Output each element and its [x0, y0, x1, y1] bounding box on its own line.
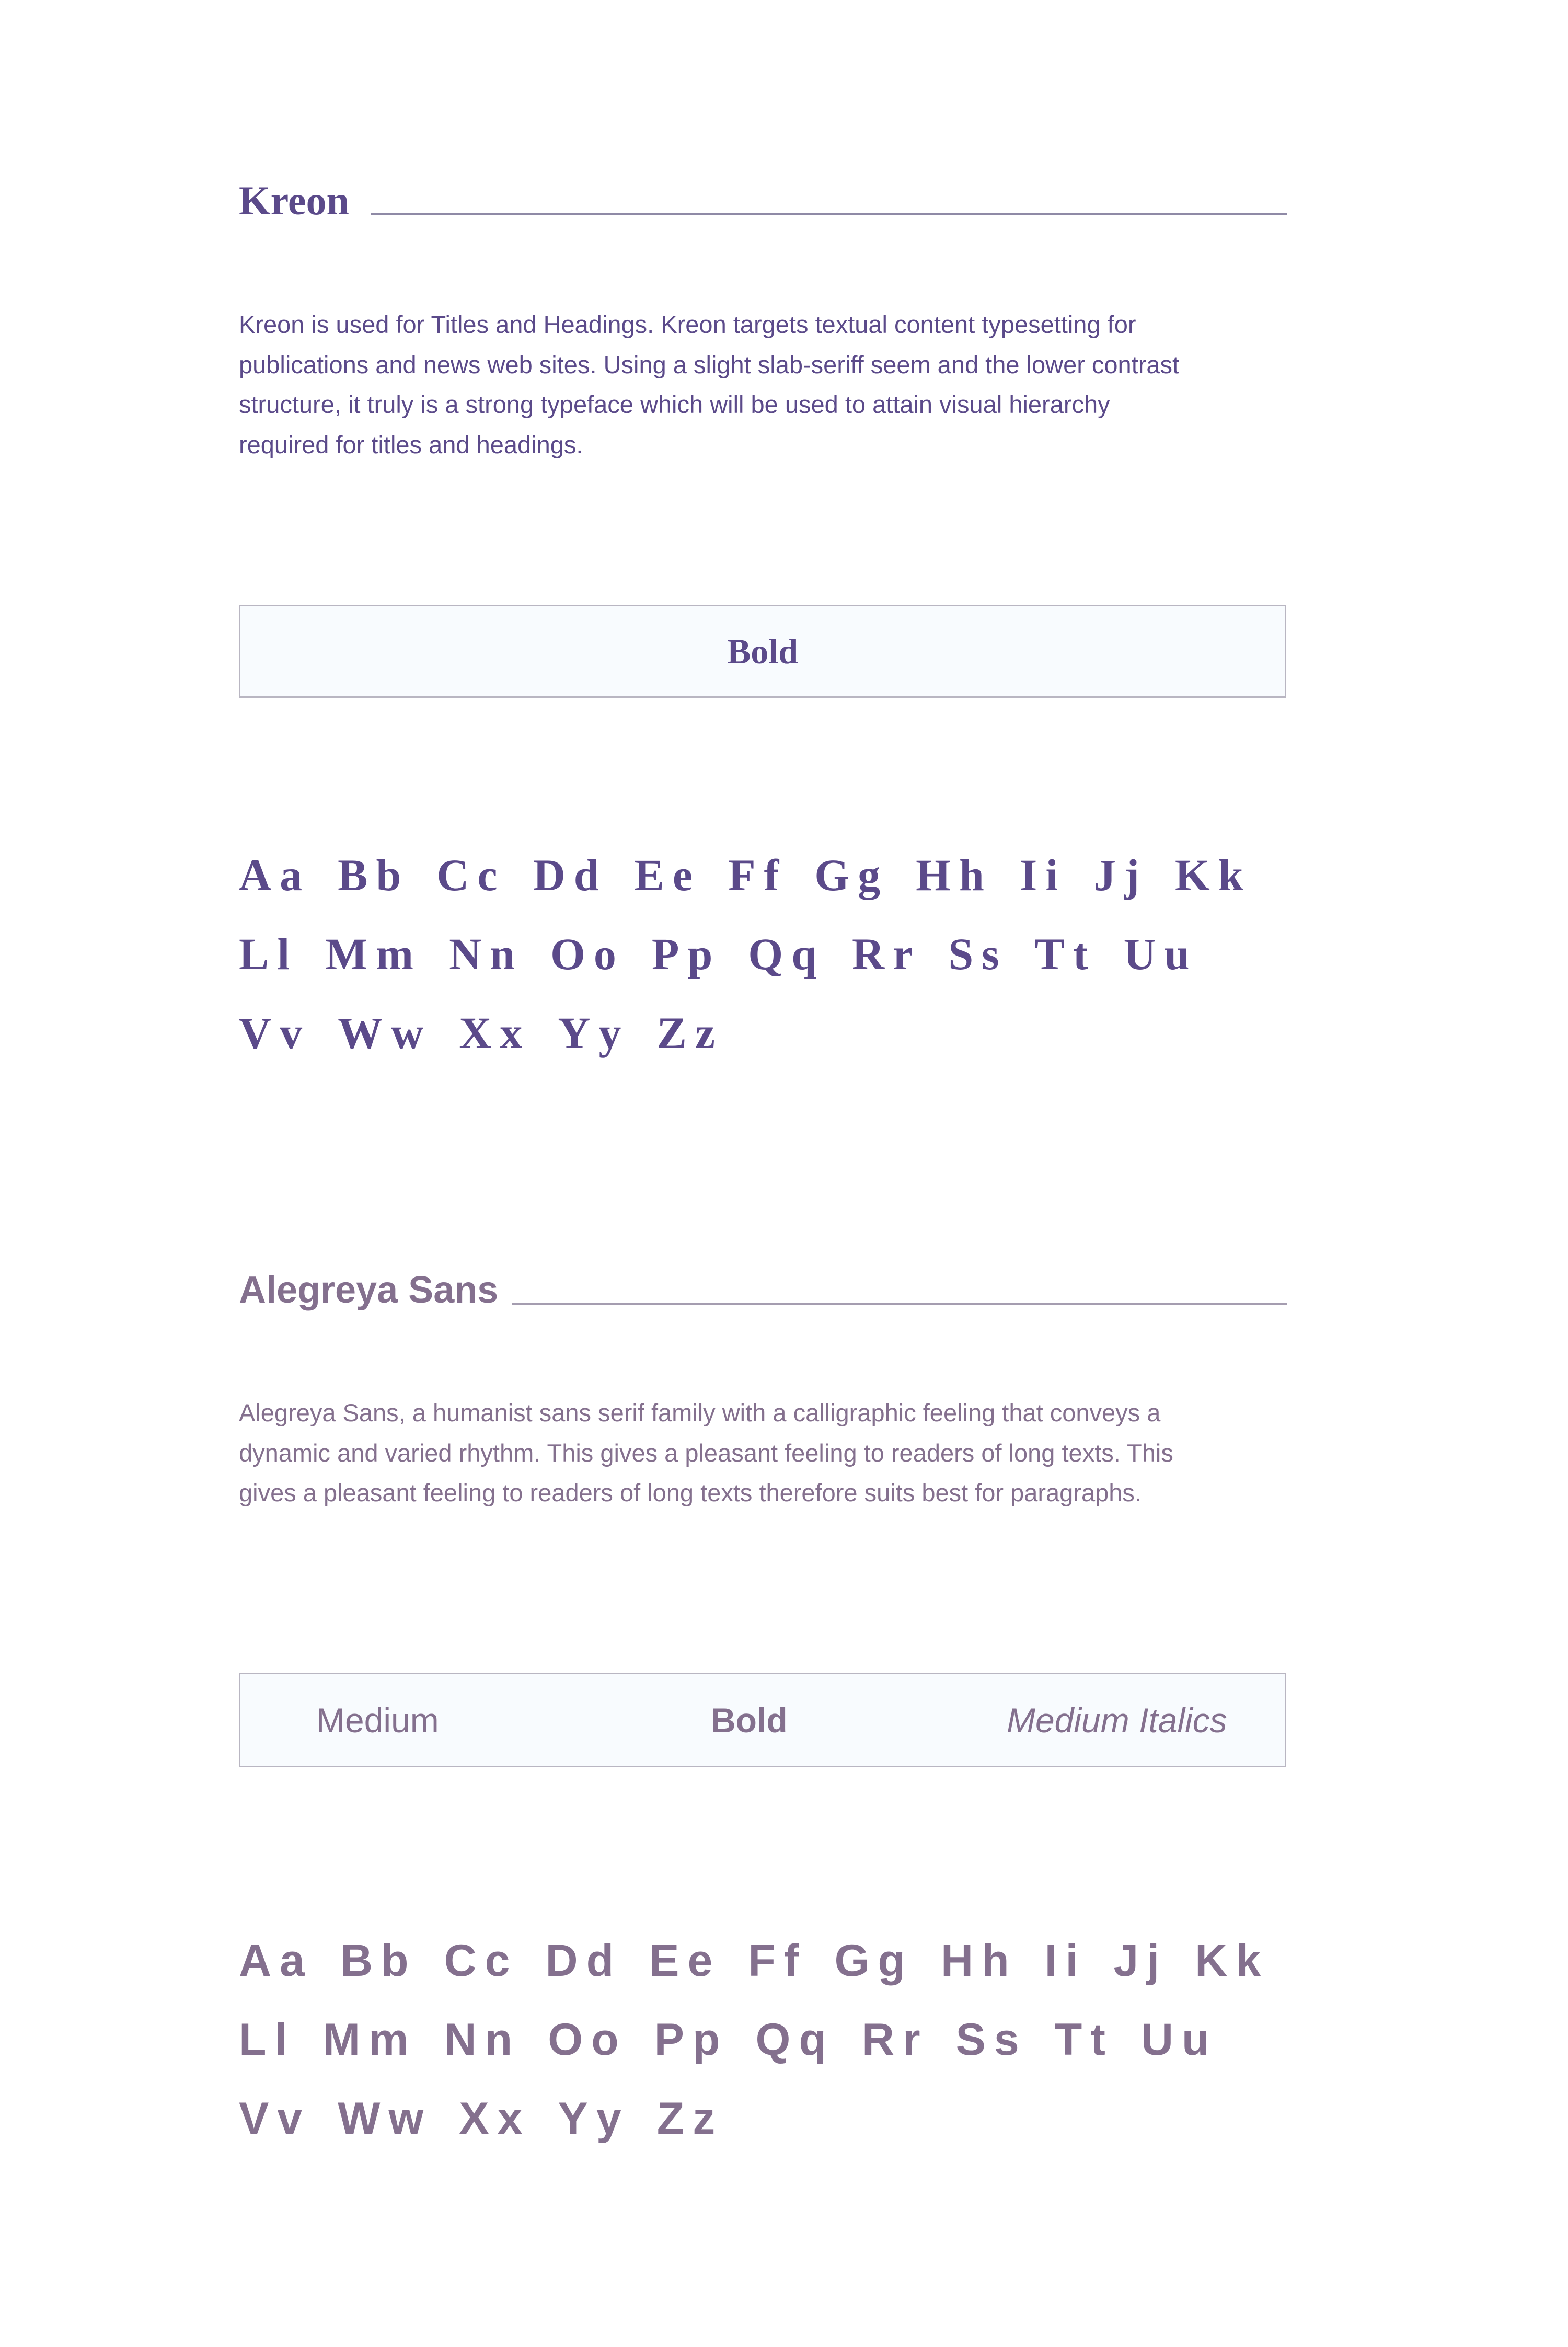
kreon-description: [239, 305, 1336, 465]
description-line: dynamic and varied rhythm. This gives a pleasant feeling to readers of long texts. This: [239, 1439, 1173, 1467]
letter-pair: Ww: [338, 2093, 432, 2144]
letter-pair: Dd: [545, 1936, 622, 1986]
weight-bold: Bold: [711, 1700, 788, 1740]
letter-pair: Zz: [656, 2093, 724, 2144]
description-line: gives a pleasant feeling to readers of long texts therefore suits best for paragraphs.: [239, 1479, 1142, 1506]
description-line: Alegreya Sans, a humanist sans serif family with a calligraphic feeling that conveys a: [239, 1399, 1161, 1426]
letter-pair: Ww: [338, 1007, 432, 1058]
letter-pair: Bb: [340, 1936, 417, 1986]
description-line: publications and news web sites. Using a slight slab-seriff seem and the lower contrast: [239, 350, 1180, 378]
description-line: required for titles and headings.: [239, 430, 583, 458]
letter-pair: Cc: [444, 1936, 518, 1986]
letter-pair: Ii: [1019, 849, 1067, 900]
letter-pair: Xx: [459, 1007, 531, 1058]
letter-pair: Gg: [834, 1936, 914, 1986]
weight-medium: Medium: [316, 1700, 439, 1740]
letter-pair: Nn: [444, 2015, 521, 2065]
alphabet-row: [239, 1922, 1296, 2000]
alegreya-weights-box: [239, 1673, 1286, 1767]
alphabet-row: [239, 914, 1279, 993]
letter-pair: Zz: [656, 1007, 723, 1058]
kreon-divider: [371, 213, 1287, 215]
letter-pair: Cc: [436, 849, 506, 900]
letter-pair: Dd: [533, 849, 607, 900]
alegreya-divider: [512, 1303, 1287, 1305]
letter-pair: Oo: [550, 928, 625, 979]
letter-pair: Gg: [814, 849, 889, 900]
letter-pair: Nn: [449, 928, 524, 979]
alegreya-alphabet: [239, 1922, 1296, 2158]
letter-pair: Xx: [459, 2093, 531, 2144]
letter-pair: Yy: [558, 2093, 630, 2144]
kreon-title: Kreon: [239, 178, 349, 223]
letter-pair: Rr: [852, 928, 921, 979]
description-line: structure, it truly is a strong typeface which will be used to attain visual hierarchy: [239, 390, 1110, 418]
letter-pair: Jj: [1093, 849, 1148, 900]
letter-pair: Bb: [338, 849, 410, 900]
letter-pair: Pp: [651, 928, 721, 979]
weight-medium-italics: Medium Italics: [1007, 1700, 1227, 1740]
letter-pair: Ff: [748, 1936, 808, 1986]
letter-pair: Yy: [558, 1007, 630, 1058]
letter-pair: Uu: [1140, 2015, 1218, 2065]
letter-pair: Jj: [1113, 1936, 1168, 1986]
alphabet-row: [239, 2000, 1296, 2079]
letter-pair: Qq: [748, 928, 825, 979]
letter-pair: Ii: [1044, 1936, 1087, 1986]
letter-pair: Tt: [1034, 928, 1097, 979]
description-line: Kreon is used for Titles and Headings. Kreon targets textual content typesetting for: [239, 310, 1136, 338]
letter-pair: Pp: [654, 2015, 729, 2065]
letter-pair: Vv: [239, 1007, 311, 1058]
letter-pair: Tt: [1054, 2015, 1114, 2065]
letter-pair: Ff: [728, 849, 788, 900]
letter-pair: Aa: [239, 849, 311, 900]
letter-pair: Mm: [325, 928, 422, 979]
letter-pair: Qq: [755, 2015, 835, 2065]
letter-pair: Vv: [239, 2093, 311, 2144]
kreon-weights-box: [239, 605, 1286, 698]
letter-pair: Ll: [239, 2015, 296, 2065]
alphabet-row: [239, 993, 1279, 1072]
letter-pair: Ll: [239, 928, 298, 979]
letter-pair: Hh: [940, 1936, 1018, 1986]
alegreya-title: Alegreya Sans: [239, 1269, 499, 1311]
letter-pair: Ee: [634, 849, 701, 900]
kreon-alphabet: [239, 835, 1279, 1072]
letter-pair: Ss: [948, 928, 1008, 979]
letter-pair: Ee: [649, 1936, 721, 1986]
alphabet-row: [239, 2079, 1296, 2158]
alphabet-row: [239, 835, 1279, 914]
letter-pair: Rr: [861, 2015, 929, 2065]
letter-pair: Ss: [955, 2015, 1028, 2065]
letter-pair: Kk: [1195, 1936, 1270, 1986]
letter-pair: Aa: [239, 1936, 313, 1986]
letter-pair: Kk: [1174, 849, 1252, 900]
alegreya-description: [239, 1393, 1336, 1513]
letter-pair: Mm: [322, 2015, 417, 2065]
weight-bold: Bold: [727, 631, 799, 671]
letter-pair: Oo: [548, 2015, 627, 2065]
letter-pair: Uu: [1123, 928, 1198, 979]
letter-pair: Hh: [916, 849, 993, 900]
